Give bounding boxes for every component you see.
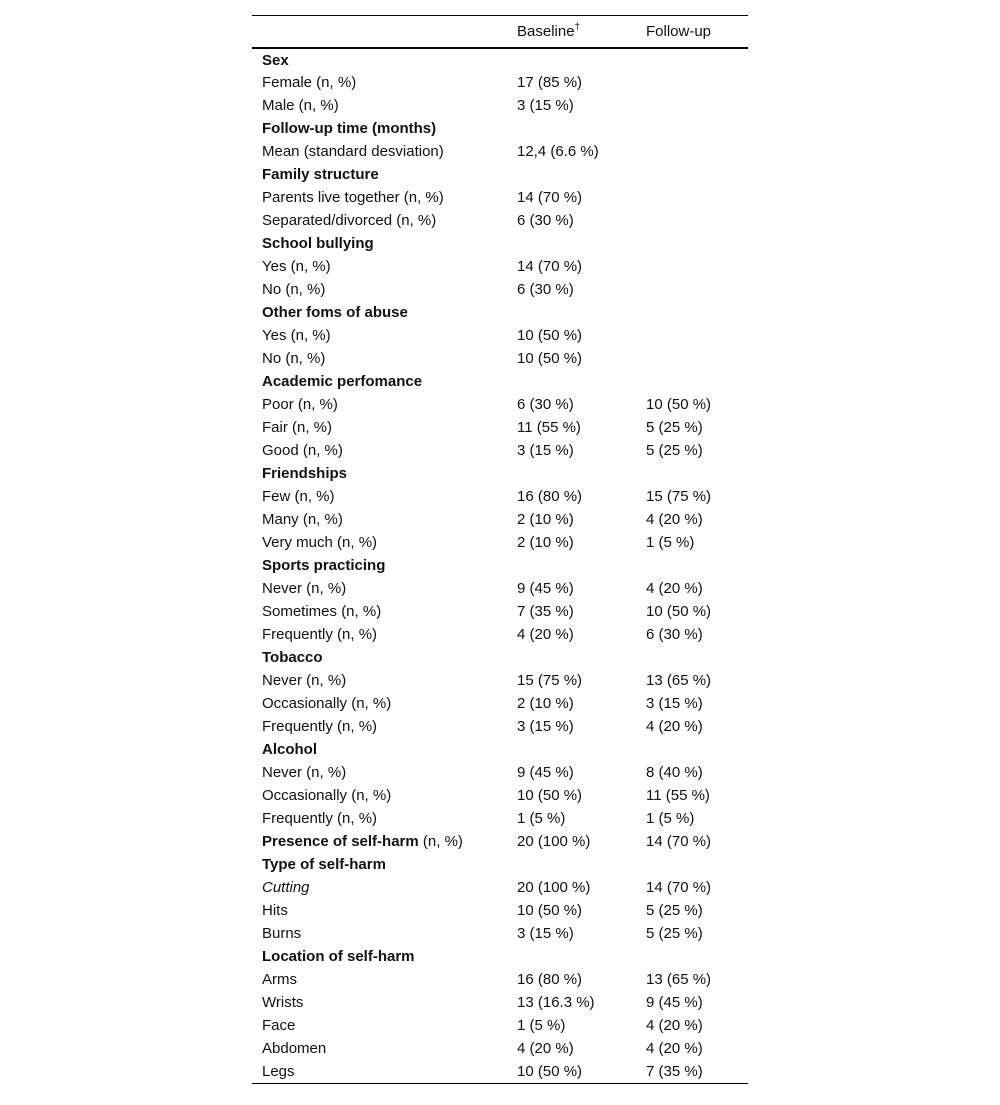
followup-cell: 1 (5 %) — [646, 534, 695, 551]
followup-cell: 4 (20 %) — [646, 718, 703, 735]
characteristics-table — [252, 15, 748, 1084]
section-label: Academic perfomance — [262, 373, 423, 390]
baseline-cell: 10 (50 %) — [517, 327, 583, 344]
row-label: Fair (n, %) — [262, 419, 333, 436]
baseline-cell: 16 (80 %) — [517, 488, 583, 505]
baseline-cell — [517, 370, 646, 393]
table-row — [252, 876, 748, 899]
section-label: Tobacco — [262, 649, 323, 666]
row-label: Yes (n, %) — [262, 258, 331, 275]
section-row — [252, 232, 748, 255]
table-row — [252, 278, 748, 301]
baseline-cell: 4 (20 %) — [517, 1040, 574, 1057]
baseline-cell: 6 (30 %) — [517, 212, 574, 229]
baseline-cell: 20 (100 %) — [517, 833, 591, 850]
section-row — [252, 945, 748, 968]
row-label: Never (n, %) — [262, 764, 347, 781]
baseline-cell: 2 (10 %) — [517, 695, 574, 712]
baseline-cell — [517, 738, 646, 761]
section-label: Family structure — [262, 166, 379, 183]
table-row — [252, 186, 748, 209]
followup-cell — [646, 646, 748, 669]
section-label-suffix: (n, %) — [418, 833, 463, 850]
baseline-cell — [517, 301, 646, 324]
followup-cell — [646, 554, 748, 577]
baseline-cell — [517, 554, 646, 577]
section-label: Alcohol — [262, 741, 317, 758]
followup-cell: 10 (50 %) — [646, 603, 712, 620]
header-row — [252, 16, 748, 49]
baseline-cell: 6 (30 %) — [517, 396, 574, 413]
section-label: Type of self-harm — [262, 856, 386, 873]
row-label: Sometimes (n, %) — [262, 603, 382, 620]
row-label: Wrists — [262, 994, 304, 1011]
row-label: Abdomen — [262, 1040, 327, 1057]
header-baseline-text: Baseline — [517, 23, 575, 40]
table-row — [252, 485, 748, 508]
table-row — [252, 347, 748, 370]
followup-cell: 11 (55 %) — [646, 787, 710, 804]
baseline-cell: 9 (45 %) — [517, 580, 574, 597]
table-row — [252, 94, 748, 117]
baseline-cell — [517, 945, 646, 968]
followup-cell — [646, 301, 748, 324]
followup-cell — [646, 186, 748, 209]
table-row — [252, 669, 748, 692]
followup-cell: 10 (50 %) — [646, 396, 712, 413]
table-row — [252, 508, 748, 531]
baseline-cell: 3 (15 %) — [517, 925, 574, 942]
section-row — [252, 163, 748, 186]
row-label: Legs — [262, 1062, 295, 1080]
table-row — [252, 531, 748, 554]
baseline-cell — [517, 646, 646, 669]
followup-cell: 4 (20 %) — [646, 580, 703, 597]
section-label: School bullying — [262, 235, 374, 252]
table-row — [252, 692, 748, 715]
followup-cell: 14 (70 %) — [646, 879, 712, 896]
section-label: Follow-up time (months) — [262, 120, 437, 137]
table-row — [252, 807, 748, 830]
followup-cell: 5 (25 %) — [646, 902, 703, 919]
baseline-cell — [517, 117, 646, 140]
row-label: Face — [262, 1017, 296, 1034]
baseline-cell — [517, 232, 646, 255]
followup-cell: 4 (20 %) — [646, 1040, 703, 1057]
baseline-cell: 9 (45 %) — [517, 764, 574, 781]
baseline-cell: 6 (30 %) — [517, 281, 574, 298]
row-label: Frequently (n, %) — [262, 718, 378, 735]
row-label: Separated/divorced (n, %) — [262, 212, 437, 229]
baseline-cell — [517, 853, 646, 876]
baseline-cell: 10 (50 %) — [517, 1062, 583, 1080]
baseline-cell: 2 (10 %) — [517, 534, 574, 551]
followup-cell — [646, 370, 748, 393]
table-row — [252, 71, 748, 94]
table-row — [252, 393, 748, 416]
table-row — [252, 255, 748, 278]
table-row — [252, 1014, 748, 1037]
row-label: Good (n, %) — [262, 442, 343, 459]
followup-cell: 6 (30 %) — [646, 626, 703, 643]
section-row — [252, 853, 748, 876]
row-label: Frequently (n, %) — [262, 626, 378, 643]
baseline-cell: 3 (15 %) — [517, 718, 574, 735]
followup-cell — [646, 324, 748, 347]
table-row — [252, 209, 748, 232]
table-row — [252, 991, 748, 1014]
section-row — [252, 738, 748, 761]
row-label: Yes (n, %) — [262, 327, 331, 344]
baseline-cell: 20 (100 %) — [517, 879, 591, 896]
row-label: Mean (standard desviation) — [262, 143, 444, 160]
baseline-cell: 2 (10 %) — [517, 511, 574, 528]
row-label: Never (n, %) — [262, 672, 347, 689]
header-baseline — [517, 16, 646, 49]
section-label: Location of self-harm — [262, 948, 415, 965]
baseline-cell: 17 (85 %) — [517, 74, 583, 91]
followup-cell — [646, 94, 748, 117]
table-row — [252, 439, 748, 462]
followup-cell: 8 (40 %) — [646, 764, 703, 781]
table-row — [252, 922, 748, 945]
table-body — [252, 48, 748, 1083]
table-row — [252, 1037, 748, 1060]
row-label: Very much (n, %) — [262, 534, 378, 551]
row-label: Female (n, %) — [262, 74, 357, 91]
baseline-cell: 7 (35 %) — [517, 603, 574, 620]
row-label: Never (n, %) — [262, 580, 347, 597]
baseline-cell: 4 (20 %) — [517, 626, 574, 643]
followup-cell — [646, 163, 748, 186]
followup-cell — [646, 209, 748, 232]
row-label: Many (n, %) — [262, 511, 343, 528]
baseline-cell — [517, 48, 646, 71]
baseline-cell: 3 (15 %) — [517, 97, 574, 114]
row-label: Burns — [262, 925, 302, 942]
followup-cell: 3 (15 %) — [646, 695, 703, 712]
baseline-cell: 11 (55 %) — [517, 419, 581, 436]
table-row — [252, 1060, 748, 1083]
characteristics-table-container — [252, 15, 748, 1084]
baseline-cell: 1 (5 %) — [517, 1017, 566, 1034]
baseline-cell: 13 (16.3 %) — [517, 994, 595, 1011]
followup-cell: 5 (25 %) — [646, 925, 703, 942]
followup-cell — [646, 945, 748, 968]
baseline-cell: 16 (80 %) — [517, 971, 583, 988]
followup-cell: 5 (25 %) — [646, 419, 703, 436]
header-baseline-footnote-mark: † — [574, 22, 581, 33]
followup-cell: 14 (70 %) — [646, 833, 712, 850]
followup-cell: 7 (35 %) — [646, 1062, 703, 1080]
followup-cell — [646, 140, 748, 163]
section-label: Other foms of abuse — [262, 304, 408, 321]
section-label-text: Presence of self-harm — [262, 833, 419, 850]
table-header — [252, 16, 748, 49]
baseline-cell: 3 (15 %) — [517, 442, 574, 459]
table-row — [252, 784, 748, 807]
row-label: Hits — [262, 902, 288, 919]
section-row — [252, 646, 748, 669]
baseline-cell: 10 (50 %) — [517, 787, 583, 804]
table-row — [252, 600, 748, 623]
row-label: Occasionally (n, %) — [262, 787, 392, 804]
baseline-cell: 1 (5 %) — [517, 810, 566, 827]
section-row — [252, 462, 748, 485]
header-label — [252, 16, 517, 49]
row-label: Occasionally (n, %) — [262, 695, 392, 712]
table-row — [252, 968, 748, 991]
followup-cell — [646, 462, 748, 485]
section-label: Sex — [262, 51, 289, 69]
row-label: Cutting — [262, 879, 310, 896]
row-label: Arms — [262, 971, 297, 988]
section-row — [252, 554, 748, 577]
followup-cell — [646, 347, 748, 370]
section-row — [252, 370, 748, 393]
followup-cell — [646, 71, 748, 94]
baseline-cell: 15 (75 %) — [517, 672, 583, 689]
baseline-cell: 14 (70 %) — [517, 258, 583, 275]
followup-cell — [646, 853, 748, 876]
followup-cell: 13 (65 %) — [646, 971, 712, 988]
table-row — [252, 899, 748, 922]
baseline-cell: 12,4 (6.6 %) — [517, 143, 599, 160]
baseline-cell — [517, 163, 646, 186]
section-label — [252, 830, 517, 853]
followup-cell: 1 (5 %) — [646, 810, 695, 827]
section-label: Friendships — [262, 465, 348, 482]
section-row — [252, 117, 748, 140]
table-row — [252, 140, 748, 163]
baseline-cell: 14 (70 %) — [517, 189, 583, 206]
header-followup: Follow-up — [646, 23, 712, 40]
section-row — [252, 301, 748, 324]
followup-cell — [646, 48, 748, 71]
followup-cell — [646, 232, 748, 255]
table-row — [252, 577, 748, 600]
table-row — [252, 416, 748, 439]
row-label: Male (n, %) — [262, 97, 339, 114]
row-label: Poor (n, %) — [262, 396, 338, 413]
followup-cell: 15 (75 %) — [646, 488, 712, 505]
row-label: Parents live together (n, %) — [262, 189, 444, 206]
row-label: No (n, %) — [262, 281, 326, 298]
table-row — [252, 623, 748, 646]
followup-cell: 4 (20 %) — [646, 511, 703, 528]
followup-cell — [646, 278, 748, 301]
table-row — [252, 715, 748, 738]
followup-cell: 5 (25 %) — [646, 442, 703, 459]
followup-cell: 13 (65 %) — [646, 672, 712, 689]
followup-cell — [646, 117, 748, 140]
followup-cell: 4 (20 %) — [646, 1017, 703, 1034]
row-label: Few (n, %) — [262, 488, 335, 505]
baseline-cell: 10 (50 %) — [517, 902, 583, 919]
section-label: Sports practicing — [262, 557, 386, 574]
row-label: No (n, %) — [262, 350, 326, 367]
followup-cell: 9 (45 %) — [646, 994, 703, 1011]
baseline-cell — [517, 462, 646, 485]
table-row — [252, 761, 748, 784]
followup-cell — [646, 255, 748, 278]
row-label: Frequently (n, %) — [262, 810, 378, 827]
section-row — [252, 48, 748, 71]
followup-cell — [646, 738, 748, 761]
section-row — [252, 830, 748, 853]
table-row — [252, 324, 748, 347]
baseline-cell: 10 (50 %) — [517, 350, 583, 367]
